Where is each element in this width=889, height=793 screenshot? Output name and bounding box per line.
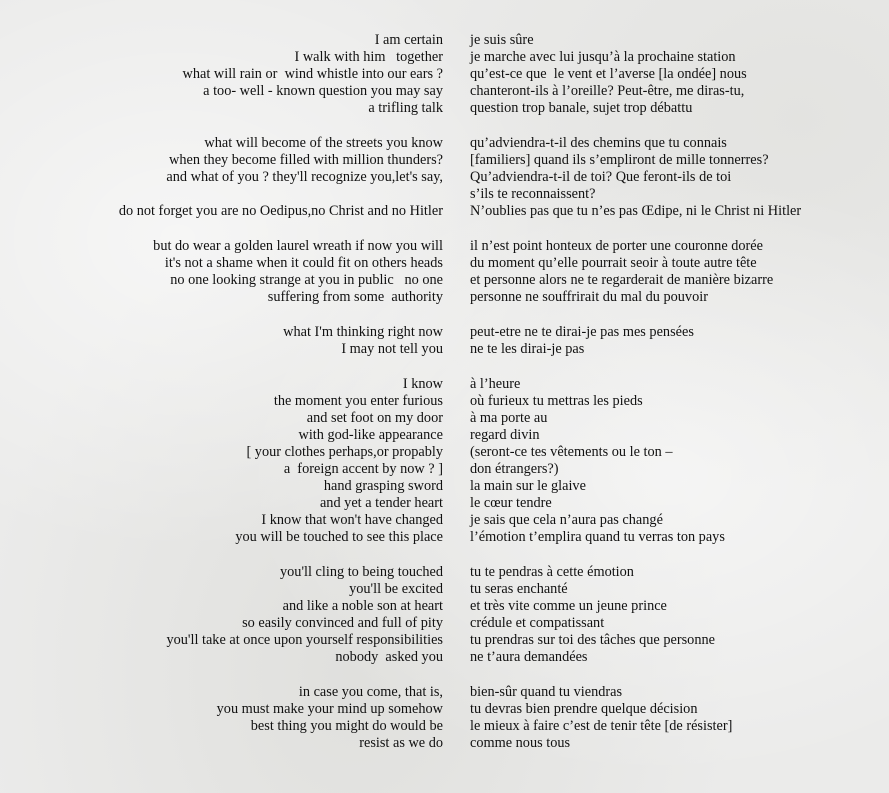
french-line: je suis sûre [470, 32, 534, 48]
stanza [0, 32, 889, 117]
english-line: I walk with him together [294, 49, 443, 65]
english-line: and what of you ? they'll recognize you,let's say, [166, 169, 443, 185]
english-line: you'll be excited [349, 581, 443, 597]
poem-line-pair [0, 461, 889, 478]
english-line: best thing you might do would be [250, 718, 443, 734]
french-line: la main sur le glaive [470, 478, 586, 494]
french-line: je sais que cela n’aura pas changé [470, 512, 663, 528]
french-line: (seront-ce tes vêtements ou le ton – [470, 444, 673, 460]
french-line: s’ils te reconnaissent? [470, 186, 596, 202]
french-line: [familiers] quand ils s’empliront de mille tonnerres? [470, 152, 769, 168]
poem-line-pair [0, 581, 889, 598]
english-line: do not forget you are no Oedipus,no Christ and no Hitler [118, 203, 443, 219]
english-line: the moment you enter furious [273, 393, 443, 409]
poem-line-pair [0, 83, 889, 100]
english-line: suffering from some authority [267, 289, 443, 305]
english-line: so easily convinced and full of pity [242, 615, 443, 631]
english-line: what I'm thinking right now [283, 324, 443, 340]
english-line [0, 186, 443, 203]
french-line: tu seras enchanté [470, 581, 568, 597]
poem-line-pair [0, 66, 889, 83]
stanza [0, 135, 889, 220]
french-line: regard divin [470, 427, 540, 443]
french-line: N’oublies pas que tu n’es pas Œdipe, ni le Christ ni Hitler [470, 203, 802, 219]
poem-line-pair [0, 735, 889, 752]
stanza [0, 238, 889, 306]
french-line: comme nous tous [470, 735, 571, 751]
poem-line-pair [0, 289, 889, 306]
french-line: personne ne souffrirait du mal du pouvoir [470, 289, 708, 305]
poem-line-pair [0, 186, 889, 203]
french-line: il n’est point honteux de porter une couronne dorée [470, 238, 763, 254]
poem-line-pair [0, 615, 889, 632]
poem-line-pair [0, 427, 889, 444]
french-line: je marche avec lui jusqu’à la prochaine station [470, 49, 736, 65]
poem-line-pair [0, 718, 889, 735]
poem-line-pair [0, 529, 889, 546]
french-line: et personne alors ne te regarderait de manière bizarre [470, 272, 774, 288]
french-line: à ma porte au [470, 410, 548, 426]
stanza [0, 684, 889, 752]
stanza [0, 564, 889, 666]
french-line: don étrangers?) [470, 461, 559, 477]
poem-line-pair [0, 564, 889, 581]
poem-line-pair [0, 684, 889, 701]
poem-line-pair [0, 152, 889, 169]
stanza [0, 324, 889, 358]
poem-line-pair [0, 495, 889, 512]
poem-line-pair [0, 238, 889, 255]
french-line: ne t’aura demandées [470, 649, 588, 665]
french-line: le cœur tendre [470, 495, 552, 511]
english-line: hand grasping sword [323, 478, 443, 494]
english-line: you'll take at once upon yourself responsibilities [166, 632, 443, 648]
french-line: qu’adviendra-t-il des chemins que tu connais [470, 135, 727, 151]
poem-line-pair [0, 410, 889, 427]
english-line: you will be touched to see this place [235, 529, 443, 545]
english-line: you must make your mind up somehow [216, 701, 443, 717]
english-line: and set foot on my door [306, 410, 443, 426]
poem-line-pair [0, 478, 889, 495]
english-line: a foreign accent by now ? ] [283, 461, 443, 477]
french-line: qu’est-ce que le vent et l’averse [la ondée] nous [470, 66, 747, 82]
english-line: with god-like appearance [298, 427, 443, 443]
french-line: peut-etre ne te dirai-je pas mes pensées [470, 324, 694, 340]
french-line: le mieux à faire c’est de tenir tête [de résister] [470, 718, 733, 734]
french-line: et très vite comme un jeune prince [470, 598, 667, 614]
stanza [0, 376, 889, 546]
poem-line-pair [0, 169, 889, 186]
english-line: I am certain [374, 32, 443, 48]
poem-line-pair [0, 444, 889, 461]
poem-line-pair [0, 701, 889, 718]
poem-line-pair [0, 49, 889, 66]
poem-line-pair [0, 632, 889, 649]
poem-line-pair [0, 203, 889, 220]
french-line: question trop banale, sujet trop débattu [470, 100, 693, 116]
poem-line-pair [0, 324, 889, 341]
english-line: what will rain or wind whistle into our ears ? [182, 66, 443, 82]
french-line: l’émotion t’emplira quand tu verras ton pays [470, 529, 725, 545]
poem-line-pair [0, 376, 889, 393]
poem-line-pair [0, 135, 889, 152]
poem-line-pair [0, 255, 889, 272]
poem-line-pair [0, 32, 889, 49]
english-line: I know [402, 376, 443, 392]
french-line: chanteront-ils à l’oreille? Peut-être, me diras-tu, [470, 83, 745, 99]
french-line: tu te pendras à cette émotion [470, 564, 634, 580]
french-line: à l’heure [470, 376, 521, 392]
english-line: when they become filled with million thunders? [169, 152, 443, 168]
poem-line-pair [0, 649, 889, 666]
english-line: in case you come, that is, [298, 684, 443, 700]
french-line: tu prendras sur toi des tâches que personne [470, 632, 715, 648]
english-line: resist as we do [359, 735, 443, 751]
bilingual-poem [0, 32, 889, 770]
english-line: I know that won't have changed [261, 512, 443, 528]
english-line: and yet a tender heart [319, 495, 443, 511]
english-line: it's not a shame when it could fit on others heads [164, 255, 443, 271]
poem-line-pair [0, 598, 889, 615]
poem-line-pair [0, 341, 889, 358]
french-line: ne te les dirai-je pas [470, 341, 585, 357]
english-line: you'll cling to being touched [280, 564, 443, 580]
english-line: and like a noble son at heart [282, 598, 443, 614]
poem-line-pair [0, 100, 889, 117]
french-line: crédule et compatissant [470, 615, 605, 631]
french-line: du moment qu’elle pourrait seoir à toute autre tête [470, 255, 757, 271]
english-line: no one looking strange at you in public no one [170, 272, 443, 288]
english-line: what will become of the streets you know [204, 135, 443, 151]
english-line: but do wear a golden laurel wreath if now you will [153, 238, 443, 254]
english-line: nobody asked you [335, 649, 443, 665]
poem-line-pair [0, 393, 889, 410]
french-line: bien-sûr quand tu viendras [470, 684, 623, 700]
poem-line-pair [0, 512, 889, 529]
poem-line-pair [0, 272, 889, 289]
french-line: Qu’adviendra-t-il de toi? Que feront-ils de toi [470, 169, 732, 185]
french-line: tu devras bien prendre quelque décision [470, 701, 698, 717]
english-line: I may not tell you [341, 341, 443, 357]
english-line: a too- well - known question you may say [203, 83, 443, 99]
english-line: a trifling talk [368, 100, 443, 116]
english-line: [ your clothes perhaps,or propably [246, 444, 443, 460]
french-line: où furieux tu mettras les pieds [470, 393, 643, 409]
